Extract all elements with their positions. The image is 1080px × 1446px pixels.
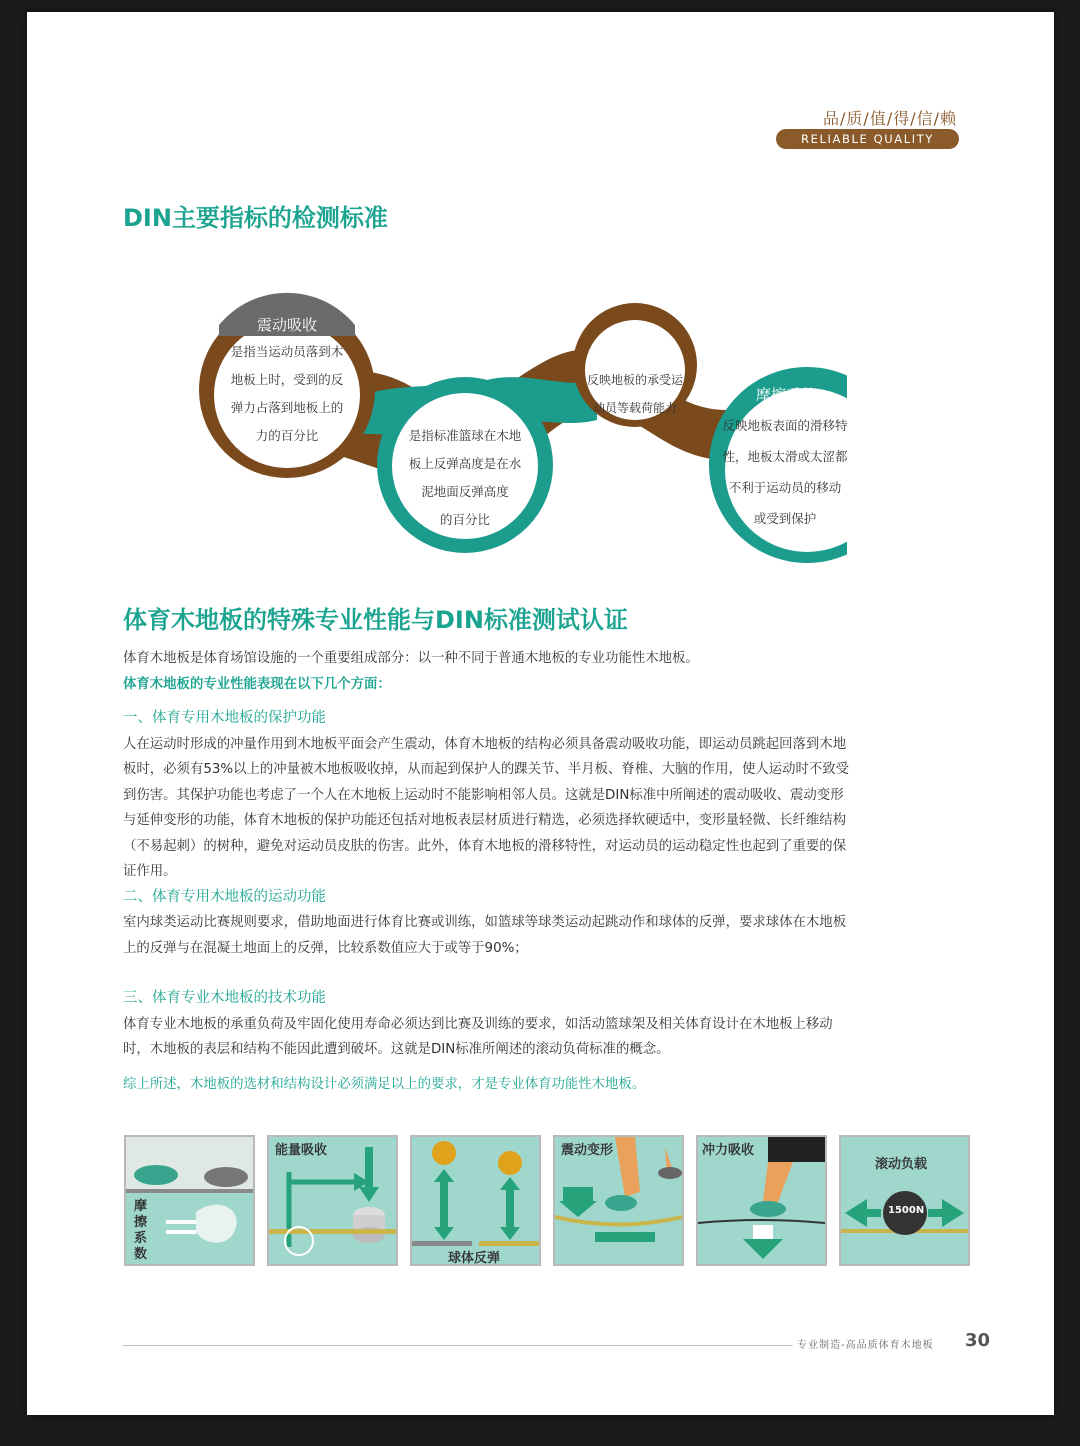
part-3-line: 时，木地板的表层和结构不能因此遭到破坏。这就是DIN标准所阐述的滚动负荷标准的概念。 [123, 1042, 670, 1057]
circle-3-text [572, 366, 698, 422]
circle-4-line: 不利于运动员的移动 [728, 480, 842, 495]
thumb-rolling-load [839, 1135, 970, 1266]
thumb-label-rebound: 球体反弹 [448, 1251, 501, 1266]
thumb-energy-absorption [267, 1135, 398, 1266]
circle-4-line: 反映地板表面的滑移特 [722, 418, 848, 433]
brochure-page [27, 12, 1054, 1415]
part-1-line: 人在运动时形成的冲量作用到木地板平面会产生震动，体育木地板的结构必须具备震动吸收功能，即运动员跳起回落到木地 [123, 736, 847, 752]
circle-1-title: 震动吸收 [256, 316, 317, 334]
section-title-din: DIN主要指标的检测标准 [123, 204, 388, 232]
thumb-label-rolling: 滚动负载 [875, 1157, 928, 1172]
part-1-line: 板时，必须有53%以上的冲量被木地板吸收掉，从而起到保护人的踝关节、半月板、脊椎、大脑的作用，使人运动时不致受 [123, 762, 850, 777]
circle-2-text [385, 422, 545, 534]
page-number: 30 [965, 1330, 991, 1351]
circle-4-line: 或受到保护 [753, 511, 817, 526]
circle-2-line: 泥地面反弹高度 [421, 484, 509, 499]
section2-body [123, 646, 963, 1097]
brand-badge: RELIABLE QUALITY [776, 129, 959, 149]
part-3-line: 体育专业木地板的承重负荷及牢固化使用寿命必须达到比赛及训练的要求，如活动篮球架及相关体育设计在木地板上移动 [123, 1016, 833, 1032]
circle-1-line: 弹力占落到地板上的 [230, 400, 344, 415]
intro-text: 体育木地板是体育场馆设施的一个重要组成部分：以一种不同于普通木地板的专业功能性木地板。 [123, 651, 699, 666]
part-2-line: 室内球类运动比赛规则要求，借助地面进行体育比赛或训练，如篮球等球类运动起跳动作和球体的反弹，要求球体在木地板 [123, 915, 847, 930]
thumb-impact-absorption [696, 1135, 827, 1266]
circle-2-line: 板上反弹高度是在水 [408, 456, 522, 471]
circle-2-line: 的百分比 [439, 512, 490, 527]
circle-1-line: 力的百分比 [255, 428, 319, 443]
part-3-heading: 三、体育专业木地板的技术功能 [123, 990, 326, 1006]
circle-3-line: 动员等载荷能力 [592, 401, 677, 415]
rolling-weight: 1500N [888, 1205, 925, 1216]
brand-slogan: 品/质/值/得/信/赖 [823, 109, 957, 128]
circle-4-text [699, 410, 871, 534]
thumb-label-deformation: 震动变形 [561, 1143, 614, 1158]
circle-3-line: 反映地板的承受运 [586, 373, 683, 387]
circle-2-line: 是指标准篮球在木地 [408, 428, 522, 443]
part-1-line: 到伤害。其保护功能也考虑了一个人在木地板上运动时不能影响相邻人员。这就是DIN标准中所阐述的震动吸收、震动变形 [123, 787, 844, 803]
section-title-performance: 体育木地板的特殊专业性能与DIN标准测试认证 [123, 606, 628, 634]
part-1-heading: 一、体育专用木地板的保护功能 [123, 710, 326, 726]
circle-2-title: 球体反弹 [434, 400, 495, 418]
thumb-ball-rebound [410, 1135, 541, 1266]
circle-4-title: 摩擦系数 [755, 386, 816, 404]
summary-text: 综上所述，木地板的选材和结构设计必须满足以上的要求，才是专业体育功能性木地板。 [123, 1076, 646, 1092]
circle-3-title: 滚动负荷 [604, 344, 665, 362]
circle-1-text [207, 338, 367, 450]
part-1-line: 证作用。 [123, 864, 177, 879]
thumb-friction [124, 1135, 255, 1266]
circle-1-line: 地板上时，受到的反 [230, 372, 344, 387]
part-2-line: 上的反弹与在混凝土地面上的反弹，比较系数值应大于或等于90%； [123, 940, 528, 956]
footer-rule [123, 1345, 793, 1346]
part-2-heading: 二、体育专用木地板的运动功能 [123, 888, 326, 905]
part-1-line: 与延伸变形的功能，体育木地板的保护功能还包括对地板表层材质进行精选，必须选择软硬适中，变形量轻微、长纤维结构 [123, 813, 847, 828]
thumb-deformation [553, 1135, 684, 1266]
thumb-label-friction: 摩擦系数 [134, 1199, 148, 1262]
footer-text: 专业制造-高品质体育木地板 [797, 1340, 934, 1351]
part-1-line: （不易起刺）的树种，避免对运动员皮肤的伤害。此外，体育木地板的滑移特性，对运动员的运动稳定性也起到了重要的保 [123, 838, 847, 854]
thumb-label-impact: 冲力吸收 [702, 1143, 755, 1158]
circle-1-line: 是指当运动员落到木 [230, 344, 344, 359]
thumb-label-energy: 能量吸收 [275, 1143, 328, 1158]
intro-green: 体育木地板的专业性能表现在以下几个方面： [123, 676, 391, 692]
circle-4-line: 性，地板太滑或太涩都 [722, 449, 848, 464]
rebound-illustration [412, 1137, 539, 1264]
